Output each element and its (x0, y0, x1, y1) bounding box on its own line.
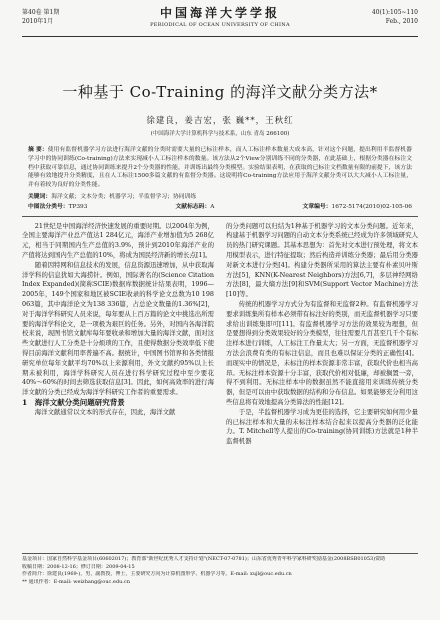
footnote-bio: 作者简介：徐建良(1969-)，男，副教授，博士，主要研究方向为计算机图形学、机器学习等。E-mail: xujl@ouc.edu.cn (22, 571, 292, 577)
body-paragraph: 的分类问题可以归结为1种基于机器学习的文本分类问题。近年来，构建基于机器学习问题的自动文本分类系统已经成为许多领域研究人员的热门研究课题。其基本思想为：首先对文本进行预处理，将文本用模型表示，进行特征提取；然后构造并训练分类器；最后用分类器对新文本进行分类[4]。构建分类器所采用的算法主要有朴素贝叶斯方法[5]，KNN(K-Nearest Neighbors)方法[6,7]，多层神经网络方法[8]，最大熵方法[9]和SVM(Support Vector Machine)方法[10]等。 (226, 221, 418, 299)
journal-name-cn: 中国海洋大学学报 (159, 6, 280, 20)
header-center (22, 4, 418, 28)
paper-authors: 徐建良，姜吉宏，张 巍**，王秋红 (146, 116, 294, 126)
journal-name-en: PERIODICAL OF OCEAN UNIVERSITY OF CHINA (150, 22, 290, 28)
keywords-text: 海洋文献；文本分类；机器学习；半监督学习；协同训练 (51, 193, 197, 200)
journal-header (22, 0, 418, 37)
abstract-block (28, 146, 412, 190)
body-paragraph: 于是，半监督机器学习成为更佳的选择，它主要研究如何用少量的已标注样本和大量的未标注样本结合起来以提高分类器的泛化能力。T. Mitchell等人提出的Co-training(协同训练)方法就是1种半监督机器 (226, 407, 418, 446)
header-right (372, 8, 418, 26)
abstract-text: 使用有监督机器学习方法进行海洋文献的分类时需要大量的已标注样本，而人工标注样本数量大成本高，针对这个问题，提出利用半监督机器学习中的协同训练(Co-training)方法来实现减小人工标注样本的数量。该方法从2个View分别训练不同的分类器，在此基础上，根据分类器在标注文档中获取可靠信息，通过协同训练来提升2个分类器的性能，并训练出最终分类模型。实验结果表明，在获取的已标注文档数量有限的前提下，该方法能够有效地提升分类精度，且在人工标注1500多篇文献的有监督分类器。这说明将Co-training方法应用于海洋文献分类可以大大减小人工标注量，并有着较为良好的分类性能。 (28, 147, 412, 189)
article-no-label: 文章编号： (302, 203, 332, 210)
paper-title: 一种基于 Co-Training 的海洋文献分类方法* (62, 83, 378, 101)
body-paragraph: 21世纪是中国海洋经济快速发展的重要时期。以2004年为例，全国主要海洋产业总产值达1 284亿元，海洋产业增加值为5 268亿元，相当于同期国内生产总值的3.9%，预计到2010年海洋产业的产值将达到国内生产总值的10%，将成为国民经济新的增长点[1]。 (22, 221, 214, 259)
paper-affiliation: (中国海洋大学计算机科学与技术系，山东 青岛 266100) (150, 131, 290, 137)
article-no-value: 1672-5174(2010)02-105-06 (331, 203, 412, 210)
clc-field (28, 203, 87, 212)
doc-code-value: A (210, 203, 215, 210)
keywords-label: 关键词： (28, 193, 52, 200)
right-column (226, 222, 418, 549)
footnote-corresponding: ** 通讯作者：E-mail: weizhang@ouc.edu.cn (22, 578, 130, 585)
abstract-label: 摘 要： (28, 147, 48, 153)
volume-label: 第40卷 第1期 (22, 9, 60, 16)
clc-value: TP393 (68, 203, 88, 210)
date-label: 2010年1月 (22, 18, 54, 25)
issue-date-en: Feb., 2010 (385, 18, 418, 25)
body-columns (22, 222, 418, 549)
footnote-received: 收稿日期：2008-12-16；修订日期：2009-04-15 (22, 563, 135, 570)
footnote-fund: 基金项目：国家自然科学基金项目(60602017)；教育部"新世纪优秀人才支持计划"(NECT-07-0781)；山东省优秀青年科学家科研奖励基金(2008BSB01053)资助 (22, 556, 386, 562)
abstract-divider (22, 216, 418, 217)
article-no-field (303, 203, 412, 212)
left-column (22, 222, 214, 549)
body-paragraph: 随着因特网和信息技术的发展，信息资源迅速增加，从中获取海洋学科的信息犹如大海捞针。例如，国际著名的(Science Citation Index Expanded)(简称SCIE)数据库数据统计结果表明，1996—2005年，149个国家和地区被SCIE收录的科学论文总数为10 198 063篇，其中海洋论文为138 336篇，占总论文数量的1.36%[2]，对于海洋学科研究人员来说，每年要从上百万篇的论文中挑选出所需要的海洋学科论文，是一项极为艰巨的任务。另外，对国内各海洋院校来说，现图书馆文献库每年要收录和增加大量的海洋文献，面对这些文献进行人工分类是十分烦琐的工作，且使得数据分类效率低下使得目前海洋文献利用率普遍不高。据统计，中国图书馆界和各类情报研究单位每年文献平均70%以上来源利用，外文文献约95%以上长期未被利用，海洋学科研究人员在进行科学研究过程中至少要花40%～60%的时间去筛选获取信息[3]。因此，如何高效率的进行海洋文献的分类已经成为海洋学科研究工作者的重要需求。 (22, 260, 214, 397)
body-paragraph: 海洋文献通常以文本的形式存在，因此，海洋文献 (34, 407, 176, 416)
section-heading: 1 海洋文献分类问题研究背景 (22, 397, 125, 407)
doc-code-label: 文献标志码： (175, 203, 211, 210)
doc-code-field (175, 203, 214, 212)
issue-code: 40(1):105~110 (371, 9, 418, 16)
classification-row (28, 203, 412, 212)
clc-label: 中图法分类号： (28, 203, 69, 210)
body-paragraph: 传统的机器学习方式分为有监督和无监督2种。有监督机器学习要求训练集所有样本必须带有标注好的类别，而无监督机器学习只要求给出训练集即可[11]。有监督机器学习方法的效果较为理想，但是要想得到分类效果较好的分类模型，往往需要几百甚至几千个有标注样本进行训练，人工标注工作量太大；另一方面，无监督机器学习方法会浪费有类的有标注信息，而且也难以保证分类的正确性[4]。而现实中的情况是，未标注的样本资源非常丰富，获取代价也相当高昂。无标注样本资源十分丰富，获取代价相对低廉，却被搁置一旁，得不到利用。无标注样本中的数据虽然不能直接用来训练传统分类器，但是可以由中获取数据的结构和分布信息。如果能够充分利用这些信息将有效地提高分类算法的性能[12]。 (226, 299, 418, 406)
keywords-block (28, 193, 412, 202)
footnotes (22, 553, 418, 586)
